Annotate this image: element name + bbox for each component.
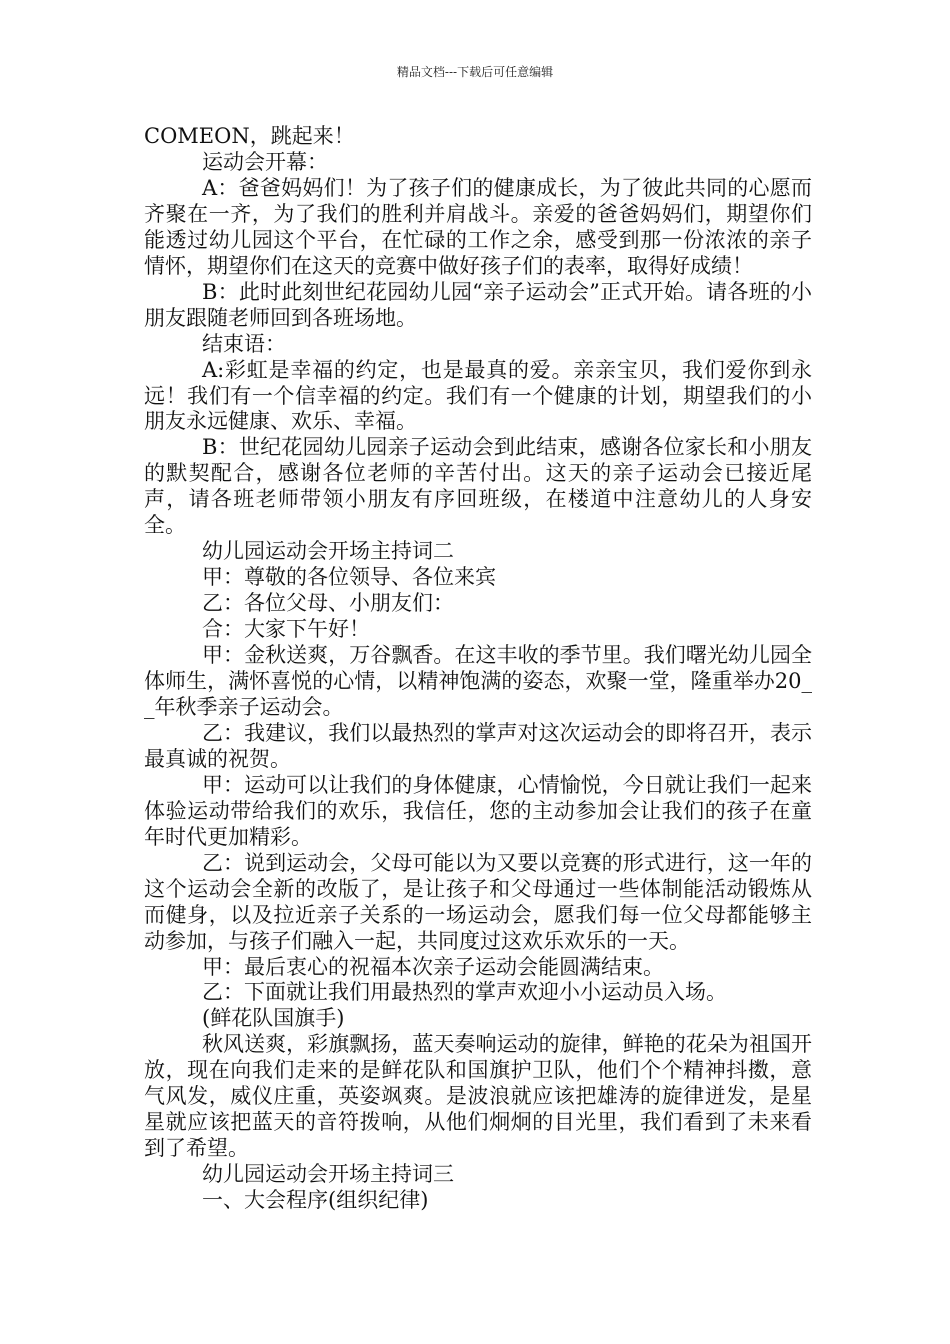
section-heading: 结束语： [202, 331, 286, 356]
paragraph: 一、大会程序(组织纪律) [202, 1188, 429, 1213]
paragraph: 甲：尊敬的各位领导、各位来宾 [202, 565, 496, 590]
paragraph: 乙：下面就让我们用最热烈的掌声欢迎小小运动员入场。 [202, 980, 727, 1005]
paragraph: 乙：我建议，我们以最热烈的掌声对这次运动会的即将召开，表示最真诚的祝贺。 [144, 720, 812, 771]
paragraph: 甲：金秋送爽，万谷飘香。在这丰收的季节里。我们曙光幼儿园全体师生，满怀喜悦的心情，以精神饱满的姿态，欢聚一堂，隆重举办20__年秋季亲子运动会。 [144, 643, 812, 719]
paragraph: 甲：运动可以让我们的身体健康，心情愉悦，今日就让我们一起来体验运动带给我们的欢乐，我信任，您的主动参加会让我们的孩子在童年时代更加精彩。 [144, 772, 812, 849]
paragraph: 甲：最后衷心的祝福本次亲子运动会能圆满结束。 [202, 954, 664, 979]
page-header: 精品文档---下载后可任意编辑 [396, 65, 554, 79]
paragraph: B：世纪花园幼儿园亲子运动会到此结束，感谢各位家长和小朋友的默契配合，感谢各位老师的辛苦付出。这天的亲子运动会已接近尾声，请各班老师带领小朋友有序回班级，在楼道中注意幼儿的人身安全。 [144, 435, 812, 538]
paragraph: B：此时此刻世纪花园幼儿园“亲子运动会”正式开始。请各班的小朋友跟随老师回到各班场地。 [144, 279, 812, 330]
paragraph: 秋风送爽，彩旗飘扬，蓝天奏响运动的旋律，鲜艳的花朵为祖国开放，现在向我们走来的是鲜花队和国旗护卫队，他们个个精神抖擞，意气风发，威仪庄重，英姿飒爽。是波浪就应该把雄涛的旋律迸发，是星星就应该把蓝天的音符拨响，从他们炯炯的目光里，我们看到了未来看到了希望。 [144, 1032, 812, 1161]
paragraph: 乙：说到运动会，父母可能以为又要以竞赛的形式进行，这一年的这个运动会全新的改版了，是让孩子和父母通过一些体制能活动锻炼从而健身，以及拉近亲子关系的一场运动会，愿我们每一位父母都能够主动参加，与孩子们融入一起，共同度过这欢乐欢乐的一天。 [144, 850, 812, 953]
paragraph: 乙：各位父母、小朋友们： [202, 591, 454, 616]
section-heading: 幼儿园运动会开场主持词三 [202, 1162, 454, 1187]
paragraph: A：爸爸妈妈们！为了孩子们的健康成长，为了彼此共同的心愿而齐聚在一齐，为了我们的胜利并肩战斗。亲爱的爸爸妈妈们，期望你们能透过幼儿园这个平台，在忙碌的工作之余，感受到那一份浓浓的亲子情怀，期望你们在这天的竞赛中做好孩子们的表率，取得好成绩！ [144, 175, 812, 278]
paragraph: (鲜花队国旗手) [202, 1006, 345, 1031]
paragraph: COMEON，跳起来！ [144, 124, 355, 148]
paragraph: 合：大家下午好！ [202, 617, 370, 642]
section-heading: 运动会开幕： [202, 149, 328, 174]
paragraph: A:彩虹是幸福的约定，也是最真的爱。亲亲宝贝，我们爱你到永远！我们有一个信幸福的约定。我们有一个健康的计划，期望我们的小朋友永远健康、欢乐、幸福。 [144, 357, 812, 434]
section-heading: 幼儿园运动会开场主持词二 [202, 539, 454, 564]
document-body [144, 124, 812, 1214]
